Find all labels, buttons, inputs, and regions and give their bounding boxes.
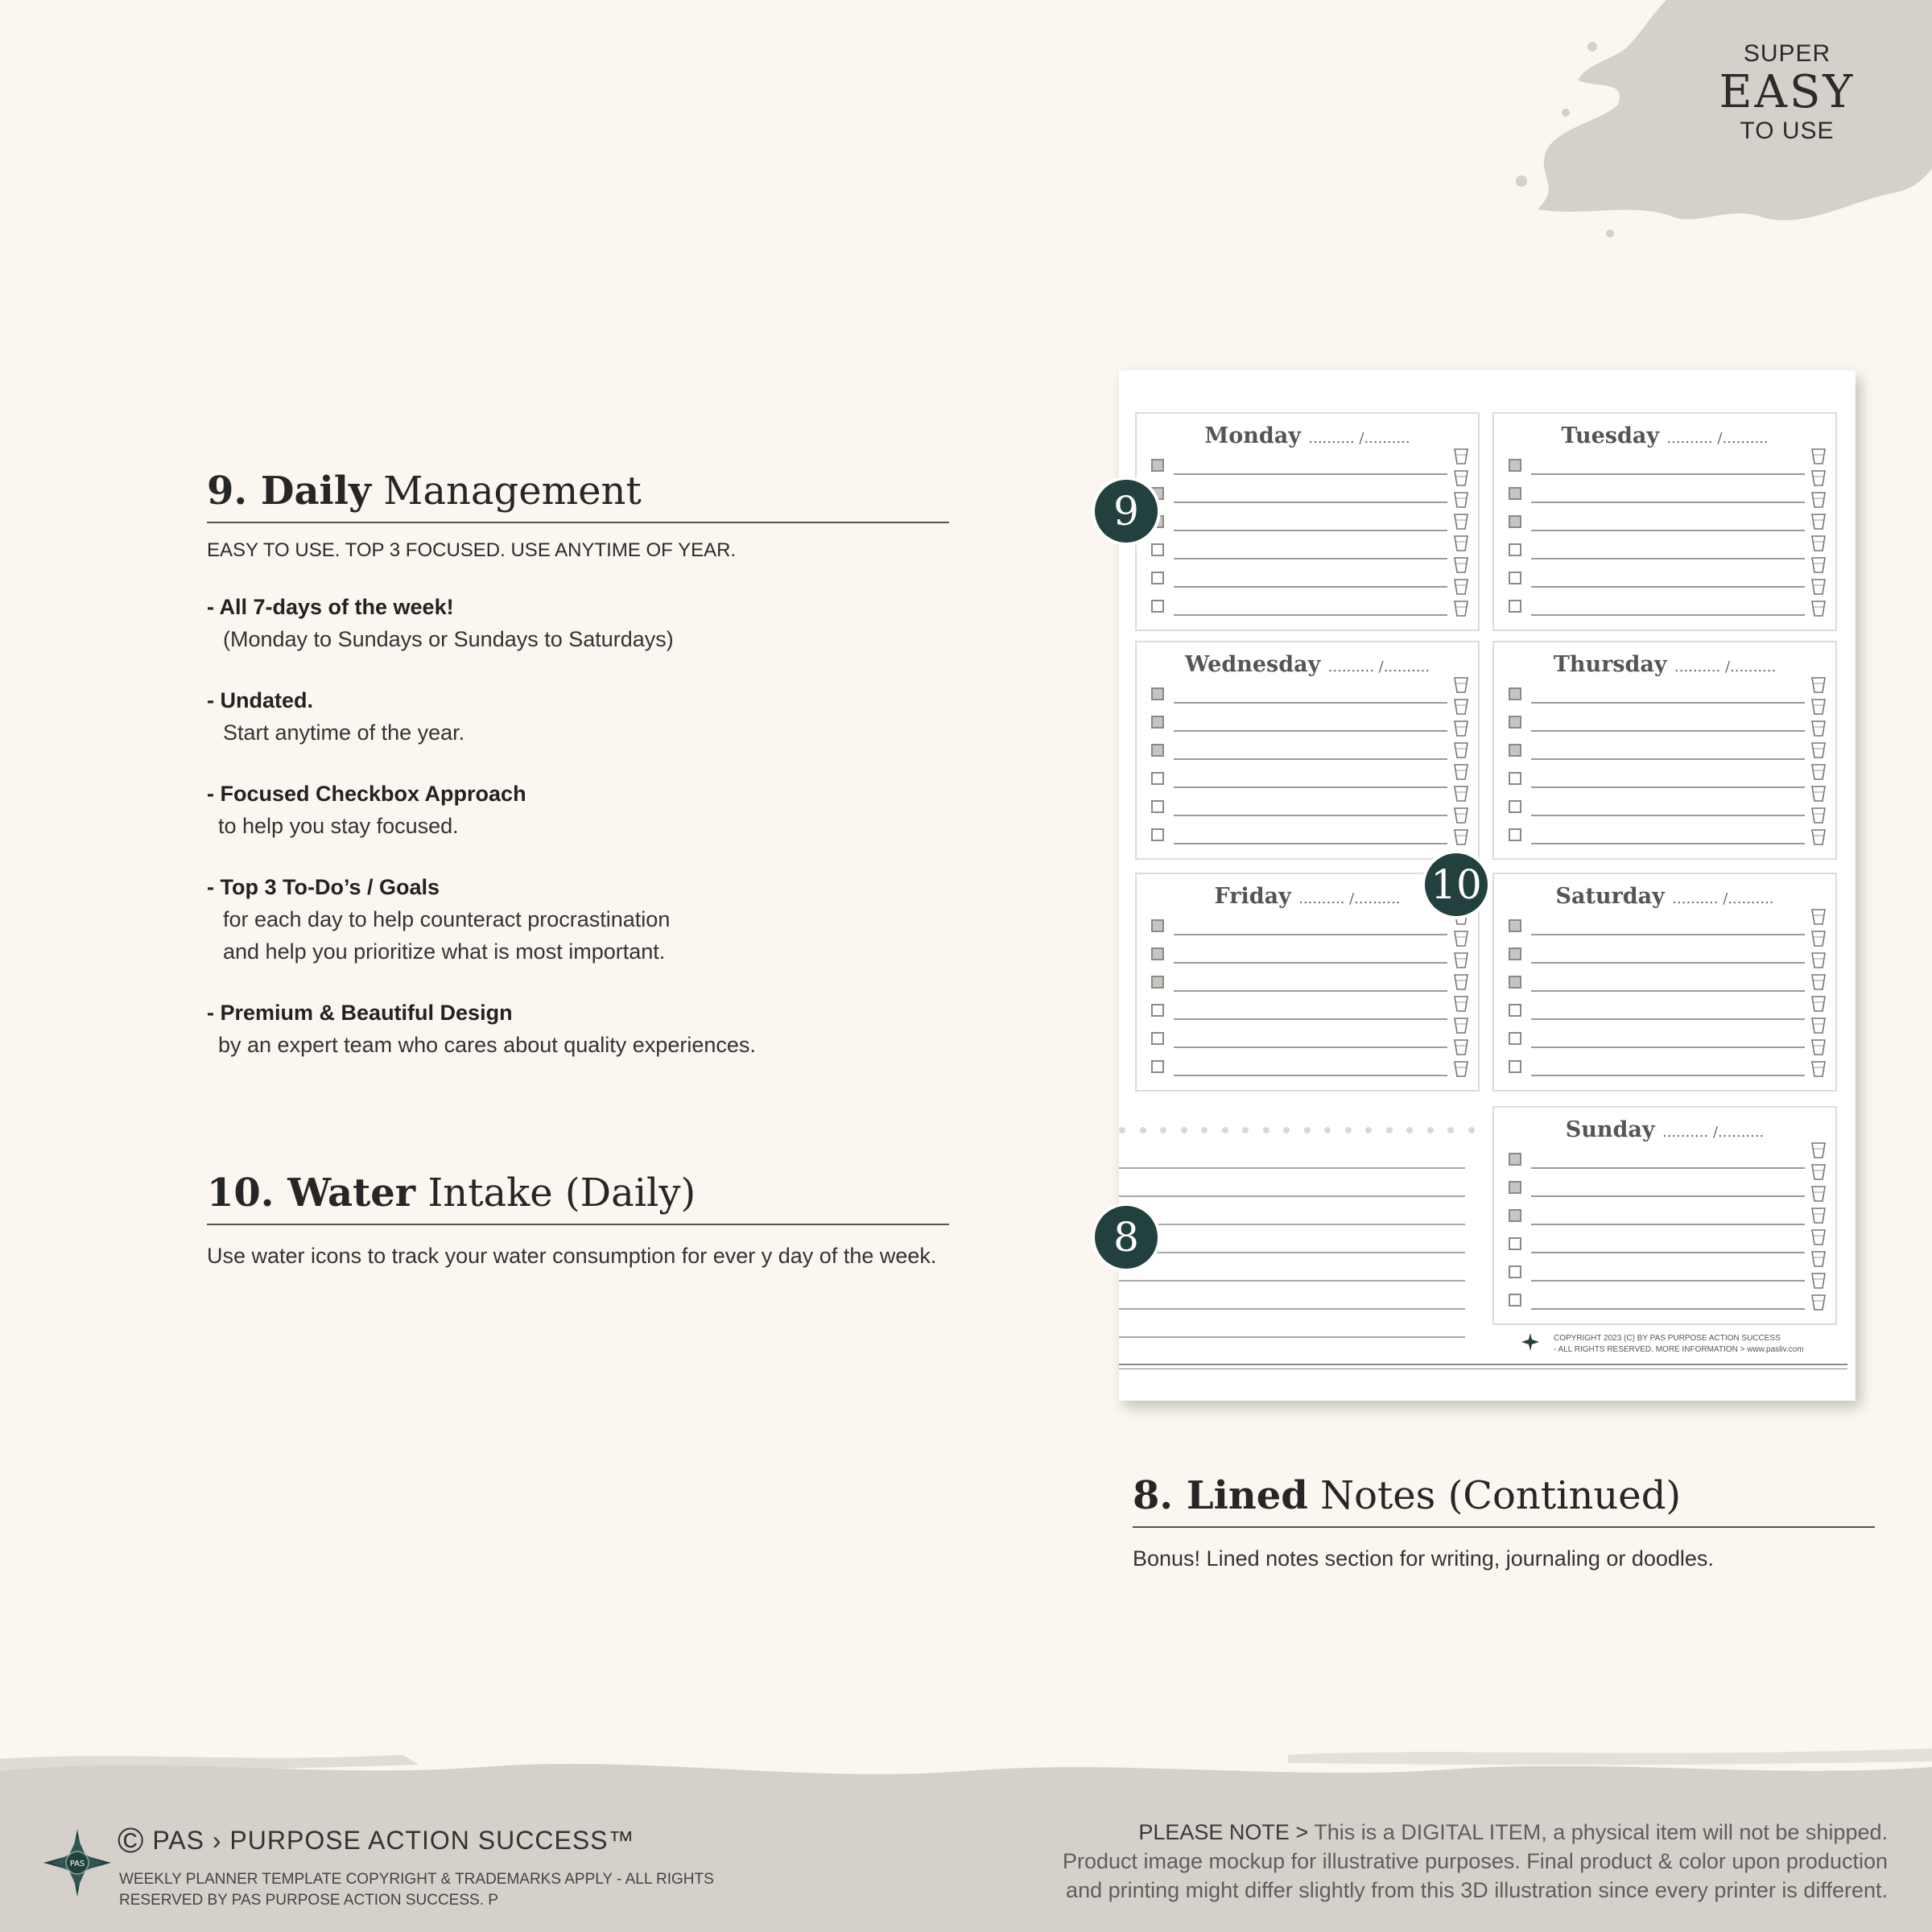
task-checkbox[interactable] [1509, 600, 1521, 613]
task-row [1509, 1261, 1823, 1285]
write-line [1531, 502, 1805, 503]
notice-line-2: Product image mockup for illustrative purposes. Final product & color upon production [1062, 1849, 1888, 1873]
write-line [1174, 990, 1447, 992]
top-priority-checkbox[interactable] [1509, 1209, 1521, 1222]
write-line [1531, 614, 1805, 616]
task-checkbox[interactable] [1151, 572, 1164, 584]
section-9-title-bold: Daily [260, 469, 371, 514]
section-10-heading [207, 1169, 949, 1225]
top-priority-checkbox[interactable] [1151, 976, 1164, 989]
notice-label: PLEASE NOTE > [1138, 1820, 1309, 1844]
section-10-title-bold: Water [287, 1170, 416, 1216]
task-checkbox[interactable] [1509, 772, 1521, 785]
section-10-body: Use water icons to track your water consumption for ever y day of the week. [207, 1244, 937, 1268]
write-line [1531, 786, 1805, 788]
brand-name [118, 1821, 635, 1861]
water-cup-icon[interactable] [1810, 448, 1827, 465]
feature-desc: by an expert team who cares about quality experiences. [218, 1033, 756, 1057]
day-title [1137, 652, 1478, 677]
section-daily-management [207, 467, 949, 1061]
water-cup-icon[interactable] [1453, 578, 1469, 596]
water-cup-icon[interactable] [1810, 1060, 1827, 1078]
write-line [1531, 815, 1805, 816]
write-line [1174, 558, 1447, 559]
task-row [1509, 795, 1823, 819]
top-priority-checkbox[interactable] [1509, 716, 1521, 729]
task-row [1509, 999, 1823, 1023]
water-cup-icon[interactable] [1810, 973, 1827, 991]
water-cup-icon[interactable] [1453, 741, 1469, 759]
feature-desc: to help you stay focused. [218, 814, 459, 838]
notes-dot [1365, 1127, 1372, 1133]
task-row [1509, 1289, 1823, 1313]
top-priority-checkbox[interactable] [1509, 1153, 1521, 1166]
date-placeholder: .......... /.......... [1327, 658, 1430, 675]
write-line [1174, 1018, 1447, 1020]
water-cup-icon[interactable] [1453, 556, 1469, 574]
write-line [1531, 586, 1805, 588]
feature-desc: Start anytime of the year. [223, 720, 465, 745]
water-cup-icon[interactable] [1453, 973, 1469, 991]
write-line [1174, 1046, 1447, 1048]
section-9-number: 9. [207, 469, 248, 514]
notes-dot [1324, 1127, 1331, 1133]
notes-dot [1304, 1127, 1311, 1133]
notes-dot [1263, 1127, 1269, 1133]
planner-copyright [1554, 1333, 1804, 1356]
badge-line1: SUPER [1743, 40, 1831, 67]
task-checkbox[interactable] [1509, 1237, 1521, 1250]
task-row [1509, 711, 1823, 735]
task-row [1151, 1055, 1465, 1080]
write-line [1174, 530, 1447, 531]
feature-title: - All 7-days of the week! [207, 595, 454, 619]
task-row [1509, 482, 1823, 506]
task-row [1151, 943, 1465, 967]
water-cup-icon[interactable] [1810, 720, 1827, 737]
copyright-line-1: COPYRIGHT 2023 (C) BY PAS PURPOSE ACTION SUCCESS [1554, 1334, 1781, 1343]
water-cup-icon[interactable] [1453, 491, 1469, 509]
write-line [1531, 1308, 1805, 1310]
date-placeholder: .......... /.......... [1666, 430, 1769, 447]
notes-dot [1119, 1127, 1125, 1133]
notes-dot [1406, 1127, 1413, 1133]
notes-dot [1468, 1127, 1475, 1133]
write-line [1531, 1252, 1805, 1253]
top-priority-checkbox[interactable] [1509, 487, 1521, 500]
water-cup-icon[interactable] [1810, 469, 1827, 487]
footer-rule [1119, 1368, 1847, 1369]
task-row [1509, 683, 1823, 707]
notes-dot [1283, 1127, 1290, 1133]
task-row [1151, 795, 1465, 819]
water-cup-icon[interactable] [1453, 676, 1469, 694]
task-checkbox[interactable] [1151, 828, 1164, 841]
task-checkbox[interactable] [1509, 1004, 1521, 1017]
logo-text: PAS [69, 1860, 85, 1868]
feature-item [207, 684, 949, 749]
day-box-thursday [1492, 641, 1837, 860]
section-9-heading [207, 467, 949, 523]
task-row [1151, 971, 1465, 995]
notes-dot [1160, 1127, 1166, 1133]
water-cup-icon[interactable] [1453, 448, 1469, 465]
notes-dot [1140, 1127, 1146, 1133]
write-line [1174, 962, 1447, 964]
task-row [1509, 767, 1823, 791]
feature-item [207, 997, 949, 1061]
water-cup-icon[interactable] [1810, 952, 1827, 969]
water-cup-icon[interactable] [1453, 1060, 1469, 1078]
date-placeholder: .......... /.......... [1674, 658, 1777, 675]
water-cup-icon[interactable] [1453, 513, 1469, 530]
task-checkbox[interactable] [1151, 772, 1164, 785]
pas-logo-icon [43, 1829, 111, 1897]
notice-line-1: This is a DIGITAL ITEM, a physical item will not be shipped. [1314, 1820, 1888, 1844]
task-checkbox[interactable] [1509, 1265, 1521, 1278]
day-box-monday [1135, 412, 1480, 631]
day-name: Tuesday [1561, 423, 1660, 448]
write-line [1531, 962, 1805, 964]
section-lined-notes [1133, 1472, 1875, 1575]
top-priority-checkbox[interactable] [1509, 919, 1521, 932]
feature-title: - Focused Checkbox Approach [207, 782, 526, 806]
water-cup-icon[interactable] [1810, 578, 1827, 596]
day-title [1494, 423, 1835, 448]
water-cup-icon[interactable] [1810, 1272, 1827, 1290]
write-line [1531, 558, 1805, 559]
day-name: Thursday [1553, 652, 1667, 677]
water-cup-icon[interactable] [1810, 676, 1827, 694]
write-line [1531, 1280, 1805, 1282]
task-row [1151, 595, 1465, 619]
task-row [1509, 739, 1823, 763]
water-cup-icon[interactable] [1810, 698, 1827, 716]
water-cup-icon[interactable] [1810, 741, 1827, 759]
day-title [1494, 884, 1835, 909]
notes-dot [1181, 1127, 1187, 1133]
task-row [1151, 711, 1465, 735]
task-row [1151, 739, 1465, 763]
task-row [1151, 454, 1465, 478]
notes-dot [1386, 1127, 1393, 1133]
notes-dot [1345, 1127, 1352, 1133]
task-row [1509, 1055, 1823, 1080]
badge-line2: EASY [1719, 66, 1856, 118]
task-row [1151, 510, 1465, 535]
copyright-line-2: - ALL RIGHTS RESERVED. MORE INFORMATION > www.pasliv.com [1554, 1345, 1804, 1354]
section-8-number: 8. [1133, 1473, 1174, 1518]
water-cup-icon[interactable] [1810, 1207, 1827, 1224]
feature-desc: (Monday to Sundays or Sundays to Saturdays) [223, 627, 674, 651]
task-checkbox[interactable] [1509, 800, 1521, 813]
day-name: Sunday [1565, 1117, 1655, 1142]
write-line [1531, 1224, 1805, 1225]
task-checkbox[interactable] [1151, 600, 1164, 613]
day-title [1494, 652, 1835, 677]
day-name: Saturday [1555, 884, 1665, 909]
feature-item [207, 871, 949, 968]
water-cup-icon[interactable] [1453, 600, 1469, 617]
water-cup-icon[interactable] [1453, 828, 1469, 846]
notes-dot [1242, 1127, 1249, 1133]
water-cup-icon[interactable] [1810, 1185, 1827, 1203]
task-row [1151, 914, 1465, 939]
task-row [1509, 454, 1823, 478]
write-line [1531, 730, 1805, 732]
brand-copyright: WEEKLY PLANNER TEMPLATE COPYRIGHT & TRADEMARKS APPLY - ALL RIGHTS RESERVED BY PAS PURPOSE ACTION SUCCESS. P [119, 1871, 714, 1909]
section-9-tagline: EASY TO USE. TOP 3 FOCUSED. USE ANYTIME OF YEAR. [207, 539, 737, 561]
task-row [1151, 1027, 1465, 1051]
task-row [1509, 1232, 1823, 1257]
write-line [1531, 1167, 1805, 1169]
task-checkbox[interactable] [1509, 572, 1521, 584]
notes-line [1119, 1167, 1465, 1169]
task-row [1509, 914, 1823, 939]
top-priority-checkbox[interactable] [1151, 919, 1164, 932]
water-cup-icon[interactable] [1810, 763, 1827, 781]
task-checkbox[interactable] [1509, 1060, 1521, 1073]
task-checkbox[interactable] [1151, 543, 1164, 556]
feature-item [207, 591, 949, 655]
task-row [1509, 595, 1823, 619]
write-line [1174, 473, 1447, 475]
water-cup-icon[interactable] [1810, 807, 1827, 824]
day-name: Friday [1214, 884, 1291, 909]
write-line [1531, 1046, 1805, 1048]
top-priority-checkbox[interactable] [1509, 947, 1521, 960]
top-priority-checkbox[interactable] [1151, 716, 1164, 729]
task-row [1509, 824, 1823, 848]
water-cup-icon[interactable] [1810, 1163, 1827, 1181]
feature-item [207, 778, 949, 842]
water-cup-icon[interactable] [1453, 469, 1469, 487]
section-10-number: 10. [207, 1170, 275, 1216]
write-line [1531, 843, 1805, 844]
section-9-title-rest: Management [383, 469, 642, 514]
notes-line [1119, 1224, 1465, 1225]
top-priority-checkbox[interactable] [1509, 744, 1521, 757]
section-8-heading [1133, 1472, 1875, 1528]
notes-dot [1222, 1127, 1228, 1133]
top-priority-checkbox[interactable] [1509, 976, 1521, 989]
water-cup-icon[interactable] [1453, 535, 1469, 552]
date-placeholder: .......... /.......... [1308, 430, 1410, 447]
task-row [1509, 567, 1823, 591]
write-line [1174, 786, 1447, 788]
water-cup-icon[interactable] [1453, 720, 1469, 737]
water-cup-icon[interactable] [1453, 763, 1469, 781]
task-checkbox[interactable] [1151, 800, 1164, 813]
write-line [1531, 702, 1805, 704]
write-line [1174, 843, 1447, 844]
callout-marker-10: 10 [1425, 853, 1488, 916]
day-box-saturday [1492, 873, 1837, 1092]
feature-desc-2: and help you prioritize what is most important. [223, 939, 666, 964]
brand-text: PAS › PURPOSE ACTION SUCCESS™ [152, 1826, 635, 1855]
callout-marker-9: 9 [1095, 480, 1158, 543]
write-line [1531, 473, 1805, 475]
super-easy-badge [1699, 40, 1876, 145]
water-cup-icon[interactable] [1810, 491, 1827, 509]
feature-title: - Undated. [207, 688, 313, 712]
section-8-title-rest: Notes (Continued) [1320, 1473, 1682, 1518]
section-8-body: Bonus! Lined notes section for writing, journaling or doodles. [1133, 1546, 1714, 1571]
task-checkbox[interactable] [1151, 1004, 1164, 1017]
notice-line-3: and printing might differ slightly from this 3D illustration since every printer is different. [1066, 1878, 1888, 1902]
water-cup-icon[interactable] [1453, 807, 1469, 824]
day-name: Monday [1204, 423, 1301, 448]
water-cup-icon[interactable] [1810, 1017, 1827, 1034]
top-priority-checkbox[interactable] [1509, 1181, 1521, 1194]
task-checkbox[interactable] [1151, 1060, 1164, 1073]
task-row [1509, 1204, 1823, 1228]
notes-line [1119, 1280, 1465, 1282]
write-line [1531, 1018, 1805, 1020]
write-line [1174, 702, 1447, 704]
task-checkbox[interactable] [1509, 1032, 1521, 1045]
task-row [1151, 567, 1465, 591]
task-row [1509, 1027, 1823, 1051]
water-cup-icon[interactable] [1810, 1038, 1827, 1056]
task-row [1151, 824, 1465, 848]
notes-dot [1427, 1127, 1434, 1133]
water-cup-icon[interactable] [1810, 908, 1827, 926]
write-line [1531, 990, 1805, 992]
water-cup-icon[interactable] [1453, 785, 1469, 803]
water-cup-icon[interactable] [1810, 1294, 1827, 1311]
write-line [1174, 758, 1447, 760]
water-cup-icon[interactable] [1453, 952, 1469, 969]
top-priority-checkbox[interactable] [1509, 687, 1521, 700]
water-cup-icon[interactable] [1810, 600, 1827, 617]
task-checkbox[interactable] [1509, 543, 1521, 556]
top-priority-checkbox[interactable] [1151, 459, 1164, 472]
feature-desc: for each day to help counteract procrastination [223, 907, 671, 931]
task-row [1509, 943, 1823, 967]
water-cup-icon[interactable] [1810, 535, 1827, 552]
planner-page [1113, 370, 1856, 1401]
water-cup-icon[interactable] [1453, 995, 1469, 1013]
section-water-intake [207, 1169, 949, 1272]
top-priority-checkbox[interactable] [1509, 459, 1521, 472]
task-row [1151, 999, 1465, 1023]
badge-line3: TO USE [1740, 118, 1835, 144]
water-cup-icon[interactable] [1810, 785, 1827, 803]
water-cup-icon[interactable] [1453, 698, 1469, 716]
write-line [1531, 758, 1805, 760]
water-cup-icon[interactable] [1810, 1250, 1827, 1268]
task-checkbox[interactable] [1509, 1294, 1521, 1307]
copyright-symbol-icon: © [118, 1821, 145, 1860]
task-checkbox[interactable] [1509, 828, 1521, 841]
water-cup-icon[interactable] [1810, 1141, 1827, 1159]
task-row [1151, 683, 1465, 707]
water-cup-icon[interactable] [1453, 1038, 1469, 1056]
feature-title: - Top 3 To-Do’s / Goals [207, 875, 440, 899]
task-row [1509, 971, 1823, 995]
task-row [1151, 539, 1465, 563]
write-line [1174, 586, 1447, 588]
day-name: Wednesday [1185, 652, 1321, 677]
water-cup-icon[interactable] [1810, 556, 1827, 574]
water-cup-icon[interactable] [1453, 1017, 1469, 1034]
star-logo-icon [1521, 1333, 1539, 1351]
notes-line [1119, 1336, 1465, 1338]
write-line [1174, 815, 1447, 816]
write-line [1174, 614, 1447, 616]
write-line [1174, 502, 1447, 503]
notes-line [1119, 1195, 1465, 1197]
date-placeholder: .......... /.......... [1672, 890, 1774, 907]
write-line [1531, 1195, 1805, 1197]
write-line [1174, 1075, 1447, 1076]
section-8-title-bold: Lined [1186, 1473, 1308, 1518]
task-row [1151, 482, 1465, 506]
water-cup-icon[interactable] [1810, 1228, 1827, 1246]
write-line [1174, 934, 1447, 935]
task-row [1509, 510, 1823, 535]
task-checkbox[interactable] [1151, 1032, 1164, 1045]
task-row [1509, 539, 1823, 563]
day-title [1494, 1117, 1835, 1142]
day-box-wednesday [1135, 641, 1480, 860]
write-line [1531, 934, 1805, 935]
write-line [1174, 730, 1447, 732]
day-box-friday [1135, 873, 1480, 1092]
task-row [1509, 1148, 1823, 1172]
notes-dot [1201, 1127, 1208, 1133]
task-row [1151, 767, 1465, 791]
day-box-tuesday [1492, 412, 1837, 631]
feature-title: - Premium & Beautiful Design [207, 1001, 513, 1025]
water-cup-icon[interactable] [1810, 995, 1827, 1013]
write-line [1531, 530, 1805, 531]
top-priority-checkbox[interactable] [1509, 515, 1521, 528]
water-cup-icon[interactable] [1453, 930, 1469, 947]
footer-rule [1119, 1364, 1847, 1365]
notes-line [1119, 1252, 1465, 1253]
please-note [922, 1818, 1888, 1905]
task-row [1509, 1176, 1823, 1200]
water-cup-icon[interactable] [1810, 828, 1827, 846]
top-priority-checkbox[interactable] [1151, 744, 1164, 757]
section-10-title-rest: Intake (Daily) [427, 1170, 696, 1216]
water-cup-icon[interactable] [1810, 513, 1827, 530]
top-priority-checkbox[interactable] [1151, 947, 1164, 960]
notes-line [1119, 1308, 1465, 1310]
notes-dot [1447, 1127, 1454, 1133]
top-priority-checkbox[interactable] [1151, 687, 1164, 700]
date-placeholder: .......... /.......... [1298, 890, 1401, 907]
water-cup-icon[interactable] [1810, 930, 1827, 947]
day-box-sunday [1492, 1106, 1837, 1325]
callout-marker-8: 8 [1095, 1206, 1158, 1269]
day-title [1137, 423, 1478, 448]
write-line [1531, 1075, 1805, 1076]
date-placeholder: .......... /.......... [1662, 1124, 1765, 1141]
